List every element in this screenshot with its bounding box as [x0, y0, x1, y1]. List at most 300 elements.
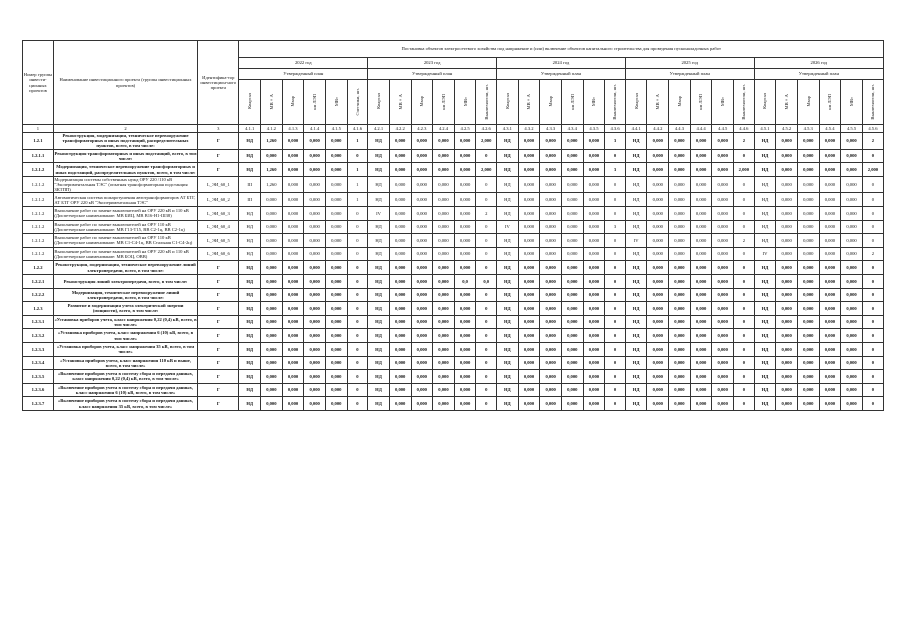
table-cell: 0: [476, 247, 497, 261]
table-cell: НД: [625, 163, 647, 177]
subcolumn-label: МВт: [333, 96, 339, 106]
plan-header: Утвержденный план: [625, 69, 754, 80]
table-cell: 0,000: [776, 329, 798, 343]
table-cell: 0,000: [819, 315, 841, 329]
table-cell: 0,000: [712, 370, 734, 384]
table-cell: 0,000: [841, 247, 863, 261]
table-cell: 0,000: [669, 302, 691, 316]
table-cell: 0,000: [389, 274, 411, 288]
table-cell: 0,000: [712, 176, 734, 193]
table-cell: 0,000: [411, 274, 433, 288]
table-cell: 0,000: [304, 176, 326, 193]
table-cell: 0,000: [647, 370, 669, 384]
row-number: 1.2.1.2: [23, 234, 54, 248]
table-cell: НД: [239, 356, 261, 370]
table-cell: 0,000: [690, 274, 712, 288]
table-cell: НД: [754, 193, 776, 207]
subcolumn-label: МВ×А: [784, 93, 790, 110]
table-cell: 0,000: [841, 133, 863, 150]
table-cell: НД: [754, 274, 776, 288]
table-cell: 0,000: [712, 220, 734, 234]
table-cell: 2: [862, 133, 883, 150]
investment-table: [22, 40, 884, 411]
table-cell: 0,000: [304, 370, 326, 384]
table-cell: 0,000: [389, 261, 411, 275]
table-cell: IV: [368, 207, 390, 221]
table-cell: НД: [368, 274, 390, 288]
table-cell: 0,000: [561, 176, 583, 193]
row-number: 1.2.3.6: [23, 383, 54, 397]
table-cell: 0,000: [819, 329, 841, 343]
table-cell: 0: [347, 220, 368, 234]
table-row: [23, 370, 884, 384]
table-cell: 0,000: [389, 356, 411, 370]
table-cell: НД: [368, 247, 390, 261]
table-cell: 0,000: [304, 397, 326, 411]
column-number: 4.2.5: [454, 125, 476, 133]
table-cell: 0: [476, 220, 497, 234]
table-cell: НД: [497, 247, 519, 261]
subcolumn-header: [776, 80, 798, 125]
table-cell: 0,000: [797, 234, 819, 248]
row-identifier: Г: [198, 315, 239, 329]
table-cell: 0,000: [433, 247, 455, 261]
subcolumn-header: [454, 80, 476, 125]
subcolumn-label: МВ×А: [655, 93, 661, 110]
table-cell: 0,000: [518, 193, 540, 207]
table-cell: 0: [862, 342, 883, 356]
table-cell: 0,000: [841, 261, 863, 275]
row-name: Реконструкция линий электропередачи, всего, в том числе:: [53, 274, 197, 288]
row-identifier: Г: [198, 163, 239, 177]
row-identifier: L_ЭИ_60_3: [198, 207, 239, 221]
table-cell: НД: [239, 397, 261, 411]
table-cell: 0,000: [583, 234, 605, 248]
table-cell: 0,000: [411, 261, 433, 275]
table-cell: 0,000: [819, 220, 841, 234]
table-cell: 0,000: [433, 261, 455, 275]
table-cell: 0,000: [454, 247, 476, 261]
table-cell: 0,000: [518, 261, 540, 275]
subcolumn-label: км ЛЭП: [827, 93, 833, 110]
table-cell: 0,000: [518, 149, 540, 163]
table-cell: НД: [625, 261, 647, 275]
subcolumn-header: [347, 80, 368, 125]
table-cell: НД: [239, 302, 261, 316]
table-cell: НД: [497, 261, 519, 275]
table-cell: НД: [239, 288, 261, 302]
table-cell: 0,000: [454, 133, 476, 150]
table-cell: 0,000: [841, 163, 863, 177]
table-cell: 0,000: [690, 193, 712, 207]
table-cell: 0,000: [797, 207, 819, 221]
row-identifier: Г: [198, 397, 239, 411]
table-cell: 0,000: [819, 133, 841, 150]
table-cell: 0,000: [690, 329, 712, 343]
table-cell: 0,000: [669, 329, 691, 343]
table-cell: 0,000: [561, 163, 583, 177]
row-identifier: Г: [198, 133, 239, 150]
table-cell: 0,000: [583, 356, 605, 370]
subcolumn-header: [583, 80, 605, 125]
table-cell: 0: [862, 149, 883, 163]
table-cell: 0: [862, 261, 883, 275]
table-cell: 0: [476, 302, 497, 316]
table-cell: 0: [862, 176, 883, 193]
table-cell: 0,000: [669, 288, 691, 302]
table-cell: НД: [368, 220, 390, 234]
row-number: 1.2.3.3: [23, 342, 54, 356]
column-number: 4.4.4: [690, 125, 712, 133]
table-cell: 0,000: [433, 193, 455, 207]
row-number: 1.2.1.1: [23, 149, 54, 163]
table-cell: 0,000: [304, 261, 326, 275]
table-cell: НД: [368, 288, 390, 302]
table-cell: 0,000: [433, 329, 455, 343]
row-name: «Установка приборов учета, класс напряжения 35 кВ, всего, в том числе»: [53, 342, 197, 356]
table-cell: 0: [734, 261, 755, 275]
row-name: «Установка приборов учета, класс напряжения 6 (10) кВ, всего, в том числе»: [53, 329, 197, 343]
subcolumn-header: [605, 80, 626, 125]
row-name: Модернизация, техническое перевооружение трансформаторных и иных подстанций, распределительных пунктов, всего, в том числе:: [53, 163, 197, 177]
table-cell: III: [239, 176, 261, 193]
table-cell: 0,000: [540, 207, 562, 221]
row-number: 1.2.2.1: [23, 274, 54, 288]
row-identifier: Г: [198, 288, 239, 302]
table-cell: НД: [754, 315, 776, 329]
table-cell: 0: [605, 288, 626, 302]
table-cell: 0,000: [690, 176, 712, 193]
table-cell: 0,000: [325, 261, 347, 275]
table-cell: 0,000: [518, 356, 540, 370]
table-cell: 0,000: [561, 247, 583, 261]
table-cell: 0,000: [282, 397, 304, 411]
subcolumn-label: км ЛЭП: [440, 93, 446, 110]
column-number: 4.2.2: [389, 125, 411, 133]
table-cell: 0,000: [647, 193, 669, 207]
table-cell: 0,000: [797, 315, 819, 329]
table-cell: 0,000: [325, 370, 347, 384]
table-cell: 0,000: [304, 356, 326, 370]
table-row: [23, 247, 884, 261]
subcolumn-header: [389, 80, 411, 125]
table-cell: НД: [368, 356, 390, 370]
table-cell: 0,000: [261, 149, 283, 163]
row-identifier: L_ЭИ_60_4: [198, 220, 239, 234]
table-cell: 0,000: [841, 274, 863, 288]
table-cell: 0,000: [712, 315, 734, 329]
table-cell: 0,000: [540, 288, 562, 302]
year-header: 2023 год: [368, 58, 497, 69]
table-cell: 0,000: [776, 397, 798, 411]
table-cell: 0,000: [583, 274, 605, 288]
table-cell: 0,000: [282, 302, 304, 316]
table-cell: 0,000: [647, 149, 669, 163]
table-cell: НД: [497, 370, 519, 384]
table-cell: 0,000: [712, 356, 734, 370]
table-cell: НД: [239, 207, 261, 221]
column-number: 4.3.5: [583, 125, 605, 133]
table-cell: 0,000: [690, 163, 712, 177]
table-cell: 0,000: [389, 133, 411, 150]
row-identifier: L_ЭИ_60_1: [198, 176, 239, 193]
table-cell: 0: [862, 274, 883, 288]
row-identifier: L_ЭИ_60_5: [198, 234, 239, 248]
row-number: 1.2.1.2: [23, 207, 54, 221]
table-cell: 0,000: [669, 397, 691, 411]
table-cell: НД: [754, 207, 776, 221]
table-cell: 0,000: [411, 315, 433, 329]
table-cell: 0,000: [647, 133, 669, 150]
table-cell: 0,000: [518, 176, 540, 193]
table-cell: 0,000: [304, 193, 326, 207]
table-cell: НД: [625, 383, 647, 397]
table-cell: 0,000: [647, 356, 669, 370]
table-cell: 0,000: [712, 133, 734, 150]
table-cell: 0: [734, 176, 755, 193]
column-number: 4.5.3: [797, 125, 819, 133]
table-cell: 0,000: [454, 356, 476, 370]
table-cell: 0,000: [669, 163, 691, 177]
table-cell: 0,000: [261, 329, 283, 343]
table-cell: 0,000: [433, 176, 455, 193]
table-cell: 0: [476, 288, 497, 302]
table-cell: 0,000: [325, 193, 347, 207]
subcolumn-label: МВт: [462, 96, 468, 106]
row-name: Реконструкция, модернизация, техническое перевооружение трансформаторных и иных подстанций, распределительных пунктов, всего, в том числе:: [53, 133, 197, 150]
table-cell: НД: [497, 193, 519, 207]
table-cell: НД: [754, 176, 776, 193]
table-cell: НД: [239, 329, 261, 343]
column-number: 3: [198, 125, 239, 133]
table-cell: 0,000: [841, 370, 863, 384]
table-cell: НД: [368, 149, 390, 163]
table-row: [23, 234, 884, 248]
table-cell: 0,000: [776, 176, 798, 193]
table-cell: НД: [368, 397, 390, 411]
table-cell: 0,000: [669, 234, 691, 248]
subcolumn-header: [239, 80, 261, 125]
table-cell: 0,000: [540, 302, 562, 316]
table-cell: НД: [625, 342, 647, 356]
row-identifier: Г: [198, 383, 239, 397]
table-cell: 0,000: [776, 220, 798, 234]
table-cell: 0,000: [797, 133, 819, 150]
table-cell: 0,000: [325, 207, 347, 221]
table-cell: 0,000: [304, 329, 326, 343]
table-cell: 0,000: [776, 247, 798, 261]
table-row: [23, 329, 884, 343]
table-cell: НД: [497, 207, 519, 221]
table-cell: 0: [605, 342, 626, 356]
table-cell: 0,000: [540, 220, 562, 234]
table-cell: 0,000: [261, 261, 283, 275]
table-cell: 0,000: [282, 329, 304, 343]
table-cell: 0,000: [304, 149, 326, 163]
table-cell: 0,000: [540, 193, 562, 207]
table-cell: 0,000: [561, 302, 583, 316]
table-cell: 0,000: [411, 370, 433, 384]
table-cell: 0,000: [518, 133, 540, 150]
table-row: [23, 315, 884, 329]
table-cell: 0,000: [389, 383, 411, 397]
plan-header: Утвержденный план: [239, 69, 368, 80]
table-cell: 0,000: [797, 261, 819, 275]
table-cell: 0,000: [518, 397, 540, 411]
table-cell: 0,000: [561, 356, 583, 370]
table-cell: 0: [605, 176, 626, 193]
subcolumn-label: км ЛЭП: [569, 93, 575, 110]
table-cell: 0,000: [712, 274, 734, 288]
table-cell: 0,000: [819, 193, 841, 207]
table-cell: 0,000: [712, 383, 734, 397]
table-cell: 0,000: [690, 207, 712, 221]
table-cell: 0,000: [669, 193, 691, 207]
table-cell: 0: [347, 370, 368, 384]
table-cell: 0,000: [841, 397, 863, 411]
table-cell: 0,000: [433, 288, 455, 302]
table-cell: 0,000: [561, 133, 583, 150]
table-cell: 0,000: [454, 383, 476, 397]
table-cell: 0,000: [583, 163, 605, 177]
table-cell: 0,000: [797, 247, 819, 261]
table-cell: 0,000: [669, 356, 691, 370]
column-number: 4.1.3: [282, 125, 304, 133]
table-cell: 0,000: [282, 220, 304, 234]
row-number: 1.2.2: [23, 261, 54, 275]
table-cell: 0,000: [282, 288, 304, 302]
table-cell: 0,000: [304, 274, 326, 288]
table-cell: 0,000: [411, 329, 433, 343]
table-cell: 0,000: [304, 342, 326, 356]
table-cell: 0: [605, 234, 626, 248]
table-cell: 0,000: [712, 234, 734, 248]
table-cell: 0,000: [690, 261, 712, 275]
table-cell: 0,000: [433, 302, 455, 316]
table-cell: 0,000: [583, 342, 605, 356]
column-number: 4.1.4: [304, 125, 326, 133]
table-cell: 0: [476, 356, 497, 370]
table-cell: 0,000: [518, 247, 540, 261]
row-identifier: Г: [198, 149, 239, 163]
table-cell: 0,000: [561, 220, 583, 234]
table-cell: 0,000: [669, 149, 691, 163]
table-cell: 0,000: [583, 397, 605, 411]
document-page: [22, 40, 884, 411]
table-row: [23, 207, 884, 221]
table-cell: 0,000: [712, 163, 734, 177]
column-number: 4.5.6: [862, 125, 883, 133]
table-cell: 0,000: [325, 149, 347, 163]
table-cell: 0,000: [389, 329, 411, 343]
table-cell: НД: [497, 383, 519, 397]
table-cell: 0,000: [540, 383, 562, 397]
table-cell: 1,260: [261, 163, 283, 177]
table-cell: 0,000: [282, 247, 304, 261]
table-cell: НД: [497, 329, 519, 343]
table-cell: 3: [605, 220, 626, 234]
subcolumn-label: Выключатели, шт.: [612, 83, 618, 120]
table-cell: НД: [239, 220, 261, 234]
row-number: 1.2.3: [23, 302, 54, 316]
table-cell: 0,000: [690, 356, 712, 370]
table-cell: НД: [625, 220, 647, 234]
table-cell: 0,000: [690, 315, 712, 329]
table-cell: НД: [239, 247, 261, 261]
table-cell: 0,000: [411, 356, 433, 370]
table-cell: 0: [862, 315, 883, 329]
table-cell: НД: [754, 234, 776, 248]
table-cell: 0,000: [411, 247, 433, 261]
table-cell: 0,000: [518, 163, 540, 177]
row-name: Модернизация, техническое перевооружение линий электропередачи, всего, в том числе:: [53, 288, 197, 302]
year-header: 2024 год: [497, 58, 626, 69]
column-number: 4.5.5: [841, 125, 863, 133]
table-cell: 0,000: [776, 149, 798, 163]
table-cell: 2: [734, 133, 755, 150]
table-cell: НД: [497, 176, 519, 193]
table-cell: 0,000: [389, 193, 411, 207]
subcolumn-label: Мвар: [548, 96, 554, 107]
table-cell: 0,000: [647, 234, 669, 248]
row-name: Выполнение работ по замене выключателей на ОРУ 110 кВ (Диспетчерское наименование: МВ С1-С4-1ц, ВВ Стальная С1-С4-2ц): [53, 234, 197, 248]
row-number: 1.2.1.2: [23, 176, 54, 193]
table-cell: НД: [239, 133, 261, 150]
table-cell: 0,000: [797, 329, 819, 343]
table-cell: 0: [605, 329, 626, 343]
table-cell: НД: [625, 288, 647, 302]
table-cell: НД: [239, 234, 261, 248]
table-cell: 0: [734, 302, 755, 316]
table-cell: 0,000: [669, 133, 691, 150]
table-cell: 0: [734, 397, 755, 411]
table-cell: 0,000: [797, 356, 819, 370]
table-cell: 0: [734, 370, 755, 384]
table-cell: 0,000: [454, 315, 476, 329]
table-cell: 0,000: [282, 193, 304, 207]
table-cell: 0,000: [325, 133, 347, 150]
table-cell: НД: [754, 261, 776, 275]
table-cell: 0,000: [454, 288, 476, 302]
table-cell: 0: [476, 234, 497, 248]
table-cell: НД: [754, 288, 776, 302]
table-cell: 0: [347, 383, 368, 397]
table-cell: 0,000: [433, 163, 455, 177]
row-number: 1.2.3.5: [23, 370, 54, 384]
table-cell: 0,000: [841, 356, 863, 370]
table-cell: 0,000: [819, 342, 841, 356]
subcolumn-header: [261, 80, 283, 125]
table-cell: НД: [625, 370, 647, 384]
table-cell: 0,000: [325, 220, 347, 234]
table-cell: 0,000: [776, 370, 798, 384]
table-cell: 0,000: [540, 247, 562, 261]
table-cell: 0,000: [411, 133, 433, 150]
table-cell: 0,000: [690, 133, 712, 150]
row-name: Модернизация системы собственных нужд ОРУ 220 /110 кВ "Экспериментальная ТЭС" (опытная трансформаторная подстанция ЗКТПП): [53, 176, 197, 193]
table-cell: НД: [625, 149, 647, 163]
table-cell: 0: [862, 370, 883, 384]
row-identifier: Г: [198, 370, 239, 384]
table-cell: 0,000: [411, 163, 433, 177]
table-cell: 0,000: [325, 356, 347, 370]
column-number: 4.3.4: [561, 125, 583, 133]
table-cell: 0,000: [518, 288, 540, 302]
table-cell: 0: [605, 149, 626, 163]
table-cell: 0,000: [261, 288, 283, 302]
table-cell: 2,000: [476, 163, 497, 177]
column-number: 2: [53, 125, 197, 133]
